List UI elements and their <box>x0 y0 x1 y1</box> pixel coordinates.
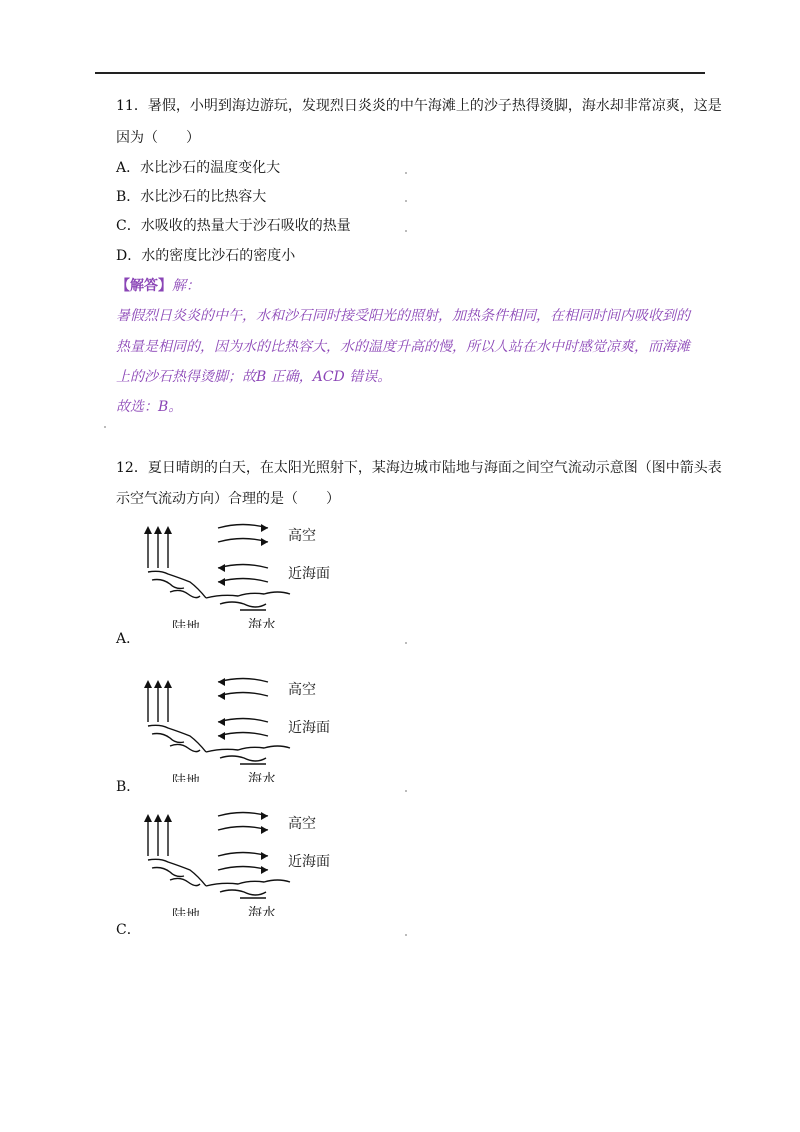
near-sea-arrow <box>218 733 268 737</box>
arrow-head <box>218 718 225 726</box>
terrain-line <box>152 580 184 589</box>
rising-arrows <box>144 814 172 856</box>
upper-arrow <box>218 693 268 697</box>
terrain-line <box>152 734 184 743</box>
q11-stem-line1: 11．暑假，小明到海边游玩，发现烈日炎炎的中午海滩上的沙子热得烫脚，海水却非常凉爽，这是 <box>116 98 722 114</box>
answer-tag: 【解答】 <box>116 278 172 294</box>
upper-arrow <box>218 813 268 817</box>
near-sea-arrow <box>218 867 268 871</box>
arrow-head <box>218 678 225 686</box>
air-flow-diagram <box>140 806 340 916</box>
air-flow-diagram <box>140 518 340 628</box>
terrain-line <box>206 746 290 752</box>
terrain-line <box>148 725 206 752</box>
q11-option-a: A．水比沙石的温度变化大 <box>116 160 281 176</box>
land-label: 陆地 <box>172 774 200 782</box>
sea-label: 海水 <box>248 906 276 916</box>
q11-answer-header <box>116 276 200 296</box>
arrow-head <box>261 524 268 532</box>
q11-conclusion: 故选：B。 <box>116 399 183 415</box>
coast-terrain <box>148 859 290 898</box>
rising-arrow-head <box>144 526 152 534</box>
upper-air-arrows <box>218 812 268 834</box>
near-sea-arrow <box>218 579 268 583</box>
near-sea-arrow <box>218 853 268 857</box>
terrain-line <box>170 590 200 597</box>
rising-arrow-head <box>144 814 152 822</box>
terrain-line <box>206 880 290 886</box>
answer-word: 解： <box>172 278 200 294</box>
diagram-option-a <box>140 518 340 628</box>
q11-explanation-line1: 暑假烈日炎炎的中午，水和沙石同时接受阳光的照射，加热条件相同，在相同时间内吸收到的 <box>116 308 690 324</box>
layout-dot <box>405 172 407 174</box>
near-sea-arrows <box>218 718 268 740</box>
arrow-head <box>261 538 268 546</box>
arrow-head <box>261 852 268 860</box>
diagram-option-c <box>140 806 340 916</box>
land-label: 陆地 <box>172 908 200 916</box>
layout-dot <box>405 200 407 202</box>
terrain-line <box>170 878 200 885</box>
q12-option-c-label: C． <box>116 922 141 938</box>
land-label: 陆地 <box>172 620 200 628</box>
q11-stem-line2: 因为（ ） <box>116 130 200 146</box>
q11-option-b: B．水比沙石的比热容大 <box>116 189 267 205</box>
high-air-label: 高空 <box>288 816 316 832</box>
upper-arrow <box>218 525 268 529</box>
near-sea-arrow <box>218 565 268 569</box>
terrain-line <box>206 592 290 598</box>
rising-arrow-head <box>144 680 152 688</box>
high-air-label: 高空 <box>288 528 316 544</box>
rising-arrows <box>144 526 172 568</box>
upper-air-arrows <box>218 678 268 700</box>
header-rule <box>95 72 705 74</box>
layout-dot <box>405 790 407 792</box>
q11-explanation-line3: 上的沙石热得烫脚；故B 正确，ACD 错误。 <box>116 369 392 385</box>
layout-dot <box>405 934 407 936</box>
rising-arrow-head <box>154 814 162 822</box>
rising-arrow-head <box>164 526 172 534</box>
rising-arrow-head <box>164 680 172 688</box>
q12-stem-line2: 示空气流动方向）合理的是（ ） <box>116 491 340 507</box>
near-sea-label: 近海面 <box>288 720 330 736</box>
near-sea-arrows <box>218 564 268 586</box>
q11-option-c: C．水吸收的热量大于沙石吸收的热量 <box>116 218 351 234</box>
coast-terrain <box>148 571 290 610</box>
terrain-line <box>220 890 266 895</box>
q11-option-d: D．水的密度比沙石的密度小 <box>116 248 296 264</box>
rising-arrow-head <box>154 526 162 534</box>
diagram-option-b <box>140 672 340 782</box>
upper-arrow <box>218 679 268 683</box>
arrow-head <box>218 564 225 572</box>
coast-terrain <box>148 725 290 764</box>
rising-arrows <box>144 680 172 722</box>
upper-arrow <box>218 827 268 831</box>
sea-label: 海水 <box>248 772 276 782</box>
layout-dot <box>405 642 407 644</box>
arrow-head <box>218 578 225 586</box>
air-flow-diagram <box>140 672 340 782</box>
terrain-line <box>170 744 200 751</box>
near-sea-arrow <box>218 719 268 723</box>
q12-option-a-label: A． <box>116 631 141 647</box>
layout-dot <box>104 426 106 428</box>
arrow-head <box>218 732 225 740</box>
arrow-head <box>261 812 268 820</box>
layout-dot <box>405 230 407 232</box>
terrain-line <box>152 868 184 877</box>
rising-arrow-head <box>164 814 172 822</box>
near-sea-label: 近海面 <box>288 854 330 870</box>
upper-air-arrows <box>218 524 268 546</box>
terrain-line <box>148 571 206 598</box>
terrain-line <box>220 602 266 607</box>
q11-explanation-line2: 热量是相同的，因为水的比热容大，水的温度升高的慢，所以人站在水中时感觉凉爽，而海滩 <box>116 339 690 355</box>
near-sea-label: 近海面 <box>288 566 330 582</box>
high-air-label: 高空 <box>288 682 316 698</box>
arrow-head <box>261 866 268 874</box>
sea-label: 海水 <box>248 618 276 628</box>
terrain-line <box>148 859 206 886</box>
rising-arrow-head <box>154 680 162 688</box>
arrow-head <box>261 826 268 834</box>
q12-option-b-label: B． <box>116 779 141 795</box>
arrow-head <box>218 692 225 700</box>
upper-arrow <box>218 539 268 543</box>
q12-stem-line1: 12．夏日晴朗的白天，在太阳光照射下，某海边城市陆地与海面之间空气流动示意图（图中箭头表 <box>116 460 722 476</box>
terrain-line <box>220 756 266 761</box>
near-sea-arrows <box>218 852 268 874</box>
